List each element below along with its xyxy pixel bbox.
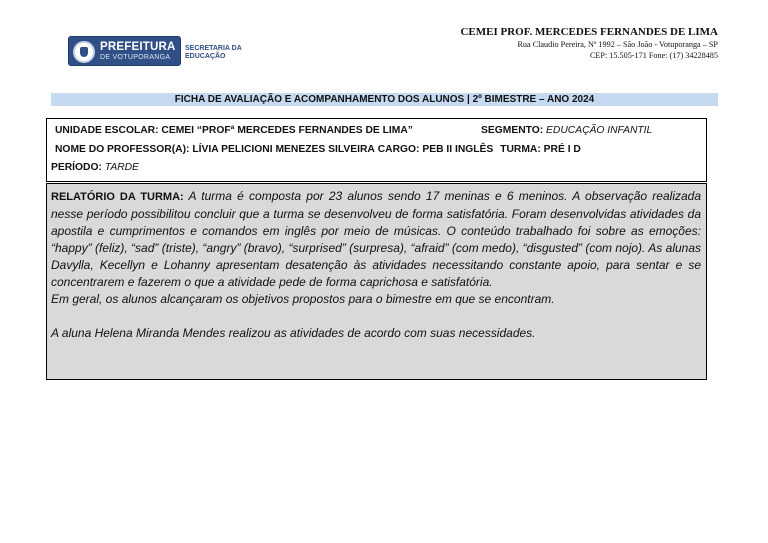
- report-paragraph: [51, 188, 701, 291]
- turma-value: PRÉ I D: [543, 144, 581, 155]
- professor-label: NOME DO PROFESSOR(A):: [55, 144, 190, 155]
- segmento-row: [481, 125, 652, 136]
- cargo-label: CARGO:: [377, 144, 420, 155]
- periodo-value: TARDE: [104, 162, 139, 173]
- class-report-box: [46, 183, 707, 380]
- logo-subtitle: DE VOTUPORANGA: [100, 54, 171, 61]
- school-contact: CEP: 15.505-171 Fone: (17) 34228485: [589, 51, 718, 60]
- report-text: A turma é composta por 23 alunos sendo 17 meninas e 6 meninos. A observação realizada nesse período possibilitou concluir que a turma se desenvolveu de forma satisfatória. Foram desenvolvidas atividades da apostila e cumprimentos e comandos em inglês por meio de músicas. O conteúdo trabalhado foi sobre as emoções: “happy” (feliz), “sad” (triste), “angry” (bravo), “surprised” (surpresa), “afraid” (com medo), “disgusted” (com nojo). As alunas Davylla, Kecellyn e Lohanny apresentam desatenção às atividades necessitando constante apoio, para sentar e se concentrarem e fazerem o que a atividade pede de forma caprichosa e satisfatória.: [51, 189, 701, 289]
- logo-title: PREFEITURA: [100, 41, 176, 53]
- class-info-box: [46, 118, 707, 182]
- school-name: CEMEI PROF. MERCEDES FERNANDES DE LIMA: [460, 26, 718, 38]
- secretaria-line-1: SECRETARIA DA: [185, 45, 242, 52]
- unidade-value: CEMEI “PROFª MERCEDES FERNANDES DE LIMA”: [161, 125, 413, 136]
- professor-row: [55, 144, 581, 155]
- paragraph-spacer: [51, 308, 701, 325]
- form-title-banner: FICHA DE AVALIAÇÃO E ACOMPANHAMENTO DOS ALUNOS | 2º BIMESTRE – ANO 2024: [51, 93, 718, 106]
- school-header: [460, 26, 718, 61]
- report-note: A aluna Helena Miranda Mendes realizou as atividades de acordo com suas necessidades.: [51, 326, 536, 340]
- turma-label: TURMA:: [500, 144, 541, 155]
- periodo-label: PERÍODO:: [51, 162, 102, 173]
- segmento-label: SEGMENTO:: [481, 125, 544, 136]
- unidade-label: UNIDADE ESCOLAR:: [55, 125, 159, 136]
- logo-badge: [68, 36, 181, 66]
- periodo-row: [51, 162, 139, 173]
- prefeitura-logo: [68, 36, 248, 66]
- report-summary: Em geral, os alunos alcançaram os objetivos propostos para o bimestre em que se encontram.: [51, 292, 555, 306]
- secretaria-line-2: EDUCAÇÃO: [185, 53, 226, 60]
- cargo-value: PEB II INGLÊS: [422, 144, 494, 155]
- professor-value: LÍVIA PELICIONI MENEZES SILVEIRA: [192, 144, 375, 155]
- city-emblem-icon: [73, 41, 95, 63]
- report-label: RELATÓRIO DA TURMA:: [51, 191, 184, 203]
- school-address: Rua Claudio Pereira, Nº 1992 – São João - Votuporanga – SP: [517, 40, 718, 49]
- unidade-row: [55, 125, 413, 136]
- segmento-value: EDUCAÇÃO INFANTIL: [546, 125, 653, 136]
